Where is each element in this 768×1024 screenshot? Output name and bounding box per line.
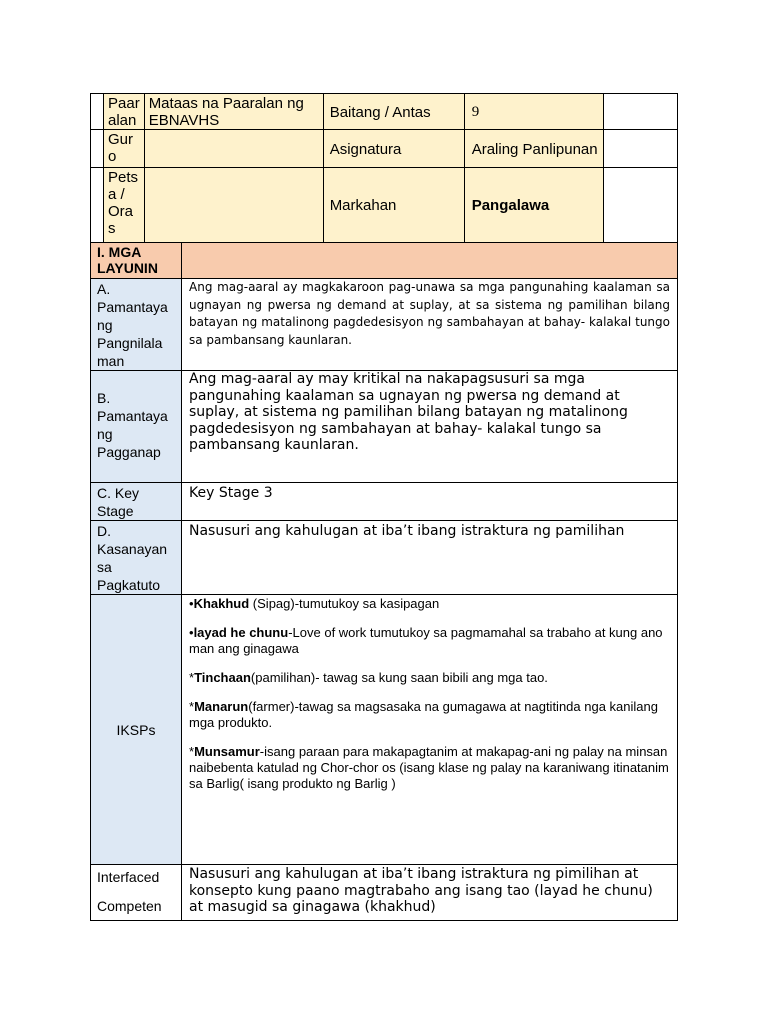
row-c-text: Key Stage 3 bbox=[189, 485, 273, 501]
row-c-label-cell bbox=[91, 483, 182, 521]
subject-value-cell bbox=[464, 130, 603, 168]
interfaced-text-cell bbox=[182, 865, 678, 921]
iksp-item: *Munsamur-isang paraan para makapagtanim at makapag-ani ng palay na minsan naibebenta katulad ng Chor-chor os (isang klase ng palay na karaniwang itinatanim sa Barlig( isang produkto ng Barlig ) bbox=[189, 744, 669, 791]
teacher-label-cell bbox=[104, 130, 145, 168]
grade-label-cell bbox=[323, 94, 464, 130]
margin-cell bbox=[91, 168, 104, 243]
date-value-cell bbox=[144, 168, 323, 243]
quarter-value: Pangalawa bbox=[471, 197, 550, 214]
iksp-item: •Khakhud (Sipag)-tumutukoy sa kasipagan bbox=[189, 596, 440, 611]
row-b-text: Ang mag-aaral ay may kritikal na nakapagsusuri sa mga pangunahing kaalaman sa ugnayan ng pwersa ng demand at suplay, at sistema ng pamilihan bilang batayan ng matalinong pagdedesisyon ng sambahayan at bahay- kalakal tungo sa pambansang kaunlaran. bbox=[189, 371, 628, 453]
teacher-value-cell bbox=[144, 130, 323, 168]
row-d-text-cell bbox=[182, 521, 678, 595]
iksp-text-cell bbox=[182, 595, 678, 865]
school-value: Mataas na Paaralan ng EBNAVHS bbox=[148, 95, 304, 129]
section-title-cell bbox=[91, 243, 182, 279]
teacher-value bbox=[145, 130, 323, 131]
date-label: Pets a / Ora s bbox=[108, 169, 139, 237]
margin-cell-right bbox=[603, 130, 677, 168]
quarter-value-cell bbox=[464, 168, 603, 243]
margin-cell-right bbox=[603, 168, 677, 243]
row-d-label: D. Kasanayan sa Pagkatuto bbox=[97, 523, 168, 593]
row-b-label-cell bbox=[91, 371, 182, 483]
school-value-cell bbox=[144, 94, 323, 130]
row-d-label-cell bbox=[91, 521, 182, 595]
section-title: I. MGA LAYUNIN bbox=[97, 244, 158, 276]
date-value bbox=[145, 168, 323, 169]
iksp-item: *Tinchaan(pamilihan)- tawag sa kung saan bibili ang mga tao. bbox=[189, 670, 548, 685]
grade-value-cell bbox=[464, 94, 603, 130]
grade-label: Baitang / Antas bbox=[329, 103, 431, 121]
objectives-table bbox=[90, 242, 678, 921]
row-a-label: A. Pamantaya ng Pangnilala man bbox=[97, 281, 168, 369]
row-a-text: Ang mag-aaral ay magkakaroon pag-unawa sa mga pangunahing kaalaman sa ugnayan ng pwersa ng demand at suplay, at sa sistema ng pamilihan bilang batayan ng matalinong pagdedesisyon ng sambahayan at bahay- kalakal tungo sa pambansang kaunlaran. bbox=[189, 280, 670, 347]
iksp-item: •layad he chunu-Love of work tumutukoy sa pagmamahal sa trabaho at kung ano man ang ginagawa bbox=[189, 625, 663, 656]
row-c-label: C. Key Stage bbox=[97, 485, 140, 519]
row-b-label: B. Pamantaya ng Pagganap bbox=[97, 390, 168, 460]
margin-cell bbox=[91, 130, 104, 168]
margin-cell bbox=[91, 94, 104, 130]
header-table bbox=[90, 93, 678, 243]
subject-label: Asignatura bbox=[329, 140, 402, 158]
subject-label-cell bbox=[323, 130, 464, 168]
date-label-cell bbox=[104, 168, 145, 243]
interfaced-text: Nasusuri ang kahulugan at iba’t ibang istraktura ng pimilihan at konsepto kung paano magtrabaho ang isang tao (layad he chunu) at masugid sa ginagawa (khakhud) bbox=[189, 866, 653, 915]
iksp-list bbox=[182, 595, 677, 792]
subject-value: Araling Panlipunan bbox=[471, 140, 598, 158]
section-title-fill bbox=[182, 243, 678, 279]
teacher-label: Gur o bbox=[108, 131, 134, 165]
row-a-text-cell bbox=[182, 279, 678, 371]
iksp-label-cell bbox=[91, 595, 182, 865]
iksp-label: IKSPs bbox=[116, 722, 156, 738]
interfaced-label: Interfaced bbox=[97, 869, 160, 885]
grade-value: 9 bbox=[471, 103, 480, 120]
school-label-cell bbox=[104, 94, 145, 130]
margin-cell-right bbox=[603, 94, 677, 130]
school-label: Paar alan bbox=[108, 95, 140, 129]
competency-label: Competen bbox=[97, 898, 162, 914]
iksp-item: *Manarun(farmer)-tawag sa magsasaka na gumagawa at nagtitinda nga kanilang mga produkto. bbox=[189, 699, 658, 730]
row-a-label-cell bbox=[91, 279, 182, 371]
interfaced-label-cell bbox=[91, 865, 182, 921]
row-b-text-cell bbox=[182, 371, 678, 483]
quarter-label-cell bbox=[323, 168, 464, 243]
row-c-text-cell bbox=[182, 483, 678, 521]
row-d-text: Nasusuri ang kahulugan at iba’t ibang istraktura ng pamilihan bbox=[189, 523, 625, 539]
quarter-label: Markahan bbox=[329, 197, 397, 214]
